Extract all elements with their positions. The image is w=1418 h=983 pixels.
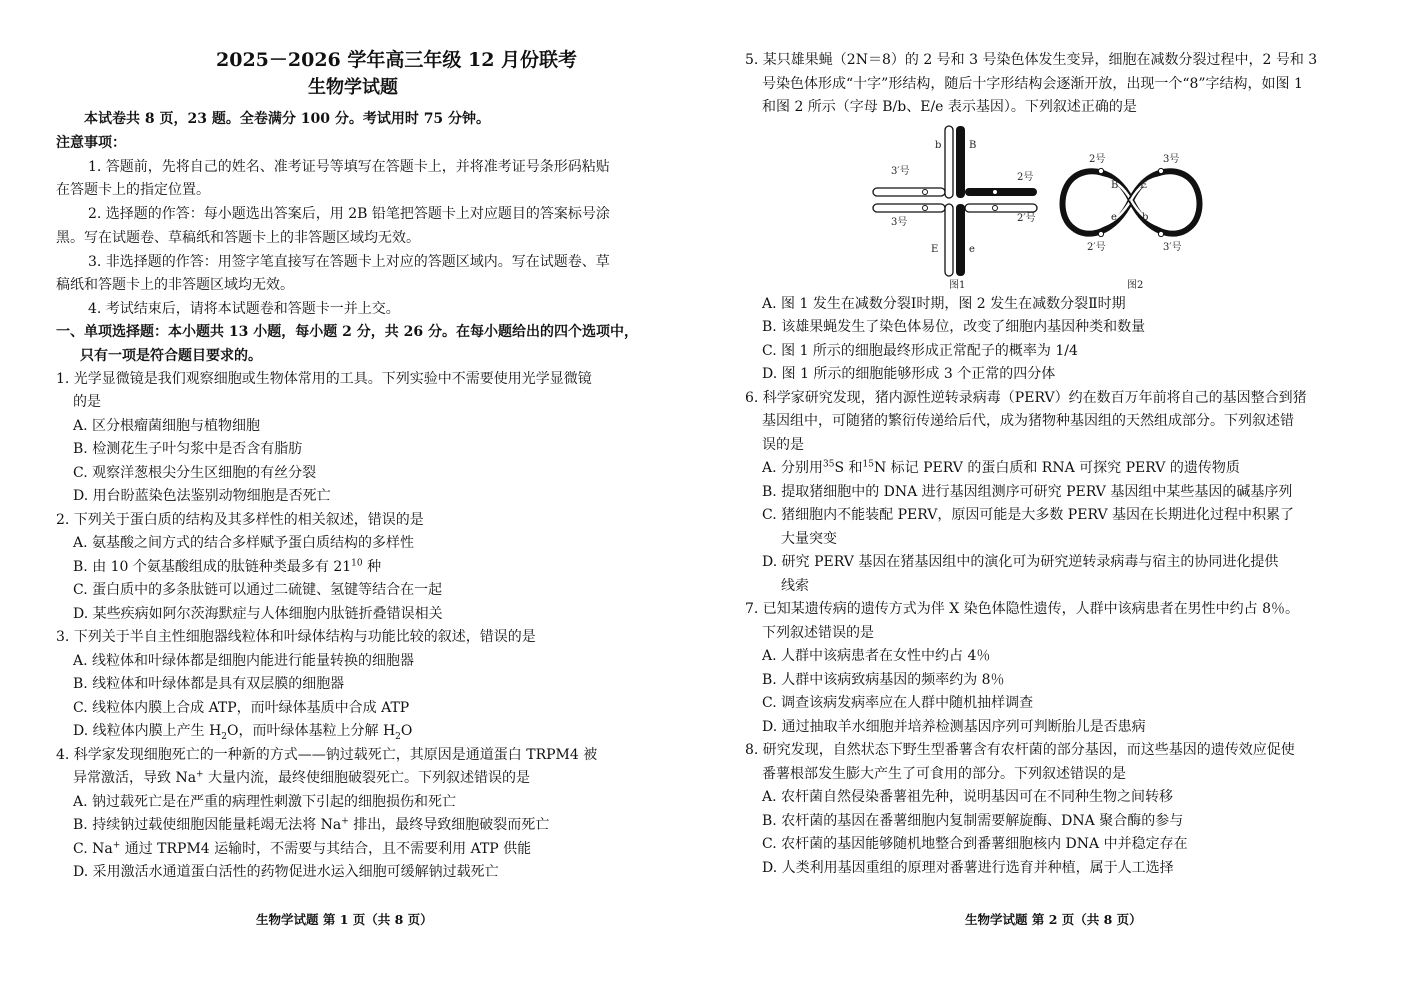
exam-title: 2025－2026 学年高三年级 12 月份联考 [216, 49, 578, 71]
notice-4: 4. 考试结束后，请将本试题卷和答题卡一并上交。 [88, 301, 400, 317]
fig2-gene-e: e [1111, 212, 1117, 223]
section-1-heading-cont: 只有一项是符合题目要求的。 [80, 348, 262, 364]
gene-label-B: B [969, 140, 977, 151]
question-4-stem: 4. 科学家发现细胞死亡的一种新的方式——钠过载死亡，其原因是通道蛋白 TRPM4 被 [56, 747, 598, 763]
question-8-option-c: C. 农杆菌的基因能够随机地整合到番薯细胞核内 DNA 中并稳定存在 [762, 836, 1188, 852]
exam-subtitle: 生物学试题 [308, 77, 398, 98]
question-3-stem: 3. 下列关于半自主性细胞器线粒体和叶绿体结构与功能比较的叙述，错误的是 [56, 629, 536, 645]
question-6-stem-cont1: 基因组中，可随猪的繁衍传递给后代，成为猪物种基因组的天然组成部分。下列叙述错 [762, 413, 1294, 429]
chromosome-3prime-top [945, 126, 953, 198]
question-5-option-a: A. 图 1 发生在减数分裂Ⅰ时期，图 2 发生在减数分裂Ⅱ时期 [762, 296, 1126, 312]
question-2-option-b: B. 由 10 个氨基酸组成的肽链种类最多有 $21^{10}$ 种 [73, 558, 382, 575]
question-5-option-c: C. 图 1 所示的细胞最终形成正常配子的概率为 1/4 [762, 343, 1078, 359]
gene-label-e: e [969, 244, 975, 255]
question-6-option-c: C. 猪细胞内不能装配 PERV，原因可能是大多数 PERV 基因在长期进化过程中积累了 [762, 507, 1295, 523]
figure-1-cross [873, 126, 1037, 290]
fig2-gene-B: B [1111, 180, 1119, 191]
question-3-option-a: A. 线粒体和叶绿体都是细胞内能进行能量转换的细胞器 [73, 653, 415, 669]
question-6-option-a: A. 分别用$^{35}$S 和$^{15}$N 标记 PERV 的蛋白质和 RNA 可探究 PERV 的遗传物质 [762, 459, 1240, 476]
question-2-option-c: C. 蛋白质中的多条肽链可以通过二硫键、氢键等结合在一起 [73, 582, 443, 598]
chromosome-2-top [956, 126, 965, 198]
question-1-option-b: B. 检测花生子叶匀浆中是否含有脂肪 [73, 441, 303, 457]
section-1-heading: 一、单项选择题：本小题共 13 小题，每小题 2 分，共 26 分。在每小题给出的四个选项中， [56, 324, 638, 340]
question-2-stem: 2. 下列关于蛋白质的结构及其多样性的相关叙述，错误的是 [56, 512, 424, 528]
fig2-label-3prime: 3′号 [1163, 242, 1182, 253]
notice-2a: 2. 选择题的作答：每小题选出答案后，用 2B 铅笔把答题卡上对应题目的答案标号涂 [88, 206, 610, 222]
chromosome-3prime-left [873, 188, 945, 196]
ring-left-outer [1063, 171, 1132, 233]
question-6-option-b: B. 提取猪细胞中的 DNA 进行基因组测序可研究 PERV 基因组中某些基因的碱基序列 [762, 484, 1293, 500]
question-3-option-c: C. 线粒体内膜上合成 ATP，而叶绿体基质中合成 ATP [73, 700, 410, 716]
chromosome-3-left [873, 204, 945, 212]
fig2-gene-b: b [1142, 212, 1149, 223]
question-5-stem-cont1: 号染色体形成“十字”形结构，随后十字形结构会逐渐开放，出现一个“8”字结构，如图 1 [762, 76, 1303, 92]
question-8-option-d: D. 人类利用基因重组的原理对番薯进行选育并种植，属于人工选择 [762, 860, 1174, 876]
fig2-label-2: 2号 [1089, 154, 1106, 165]
question-4-option-b: B. 持续钠过载使细胞因能量耗竭无法将 Na+ 排出，最终导致细胞破裂而死亡 [73, 816, 550, 833]
notice-heading: 注意事项： [56, 135, 126, 151]
notice-3a: 3. 非选择题的作答：用签字笔直接写在答题卡上对应的答题区域内。写在试题卷、草 [88, 254, 610, 270]
gene-label-b: b [935, 140, 942, 151]
notice-2b: 黑。写在试题卷、草稿纸和答题卡上的非答题区域均无效。 [56, 230, 420, 246]
question-7-option-b: B. 人群中该病致病基因的频率约为 8％ [762, 672, 1005, 688]
question-7-option-a: A. 人群中该病患者在女性中约占 4％ [762, 648, 991, 664]
fig1-label-3: 3号 [891, 217, 908, 228]
question-5-option-d: D. 图 1 所示的细胞能够形成 3 个正常的四分体 [762, 366, 1056, 382]
fig1-label-2prime: 2′号 [1017, 213, 1036, 224]
page-footer-right: 生物学试题 第 2 页（共 8 页） [965, 912, 1142, 927]
question-6-option-d-cont: 线索 [781, 578, 809, 594]
fig2-label-3: 3号 [1163, 154, 1180, 165]
question-6-option-d: D. 研究 PERV 基因在猪基因组中的演化可为研究逆转录病毒与宿主的协同进化提供 [762, 554, 1279, 570]
question-2-option-a: A. 氨基酸之间方式的结合多样赋予蛋白质结构的多样性 [73, 535, 415, 551]
question-8-option-b: B. 农杆菌的基因在番薯细胞内复制需要解旋酶、DNA 聚合酶的参与 [762, 813, 1184, 829]
question-4-stem-cont: 异常激活，导致 Na+ 大量内流，最终使细胞破裂死亡。下列叙述错误的是 [73, 769, 531, 786]
chromosome-2prime-bottom [956, 204, 965, 276]
question-4-option-c: C. Na+ 通过 TRPM4 运输时，不需要与其结合，且不需要利用 ATP 供能 [73, 840, 532, 857]
question-6-stem-cont2: 误的是 [762, 437, 804, 453]
question-7-stem-cont: 下列叙述错误的是 [762, 625, 874, 641]
question-5-stem: 5. 某只雄果蝇（2N＝8）的 2 号和 3 号染色体发生变异，细胞在减数分裂过程中，2 号和 3 [745, 52, 1318, 68]
figure-2-ring [1063, 153, 1200, 290]
question-1-stem: 1. 光学显微镜是我们观察细胞或生物体常用的工具。下列实验中不需要使用光学显微镜 [56, 371, 592, 387]
question-7-stem: 7. 已知某遗传病的遗传方式为伴 X 染色体隐性遗传，人群中该病患者在男性中约占 8％。 [745, 601, 1300, 617]
question-7-option-d: D. 通过抽取羊水细胞并培养检测基因序列可判断胎儿是否患病 [762, 719, 1146, 735]
question-6-stem: 6. 科学家研究发现，猪内源性逆转录病毒（PERV）约在数百万年前将自己的基因整合到猪 [745, 390, 1307, 406]
question-7-option-c: C. 调查该病发病率应在人群中随机抽样调查 [762, 695, 1034, 711]
fig1-label-3prime: 3′号 [891, 166, 910, 177]
chromosome-figure [865, 118, 1225, 290]
question-3-option-d: D. 线粒体内膜上产生 $H_2O$，而叶绿体基粒上分解 $H_2O$ [73, 723, 413, 742]
question-5-option-b: B. 该雄果蝇发生了染色体易位，改变了细胞内基因种类和数量 [762, 319, 1146, 335]
notice-3b: 稿纸和答题卡上的非答题区域均无效。 [56, 277, 294, 293]
question-8-option-a: A. 农杆菌自然侵染番薯祖先种，说明基因可在不同种生物之间转移 [762, 789, 1174, 805]
question-4-option-d: D. 采用激活水通道蛋白活性的药物促进水运入细胞可缓解钠过载死亡 [73, 864, 499, 880]
question-1-option-c: C. 观察洋葱根尖分生区细胞的有丝分裂 [73, 465, 317, 481]
fig2-label-2prime: 2′号 [1087, 242, 1106, 253]
exam-intro: 本试卷共 8 页，23 题。全卷满分 100 分。考试用时 75 分钟。 [84, 111, 491, 127]
question-5-stem-cont2: 和图 2 所示（字母 B/b、E/e 表示基因）。下列叙述正确的是 [762, 99, 1137, 115]
chromosome-3-bottom [945, 204, 953, 276]
gene-label-E: E [931, 244, 939, 255]
notice-1b: 在答题卡上的指定位置。 [56, 182, 210, 198]
question-3-option-b: B. 线粒体和叶绿体都是具有双层膜的细胞器 [73, 676, 345, 692]
figure-2-caption: 图2 [1127, 280, 1144, 290]
question-6-option-c-cont: 大量突变 [781, 531, 837, 547]
question-2-option-d: D. 某些疾病如阿尔茨海默症与人体细胞内肽链折叠错误相关 [73, 606, 443, 622]
fig2-gene-E: E [1140, 180, 1148, 191]
question-1-stem-cont: 的是 [73, 394, 101, 410]
notice-1a: 1. 答题前，先将自己的姓名、准考证号等填写在答题卡上，并将准考证号条形码粘贴 [88, 159, 610, 175]
chromosome-2prime-right [965, 204, 1037, 212]
page-footer-left: 生物学试题 第 1 页（共 8 页） [256, 912, 433, 927]
fig1-label-2: 2号 [1017, 172, 1034, 183]
figure-1-caption: 图1 [949, 280, 966, 290]
question-8-stem: 8. 研究发现，自然状态下野生型番薯含有农杆菌的部分基因，而这些基因的遗传效应促使 [745, 742, 1295, 758]
chromosome-2-right [965, 188, 1037, 196]
question-8-stem-cont: 番薯根部发生膨大产生了可食用的部分。下列叙述错误的是 [762, 766, 1126, 782]
question-1-option-a: A. 区分根瘤菌细胞与植物细胞 [73, 418, 261, 434]
question-1-option-d: D. 用台盼蓝染色法鉴别动物细胞是否死亡 [73, 488, 331, 504]
question-4-option-a: A. 钠过载死亡是在严重的病理性刺激下引起的细胞损伤和死亡 [73, 794, 457, 810]
